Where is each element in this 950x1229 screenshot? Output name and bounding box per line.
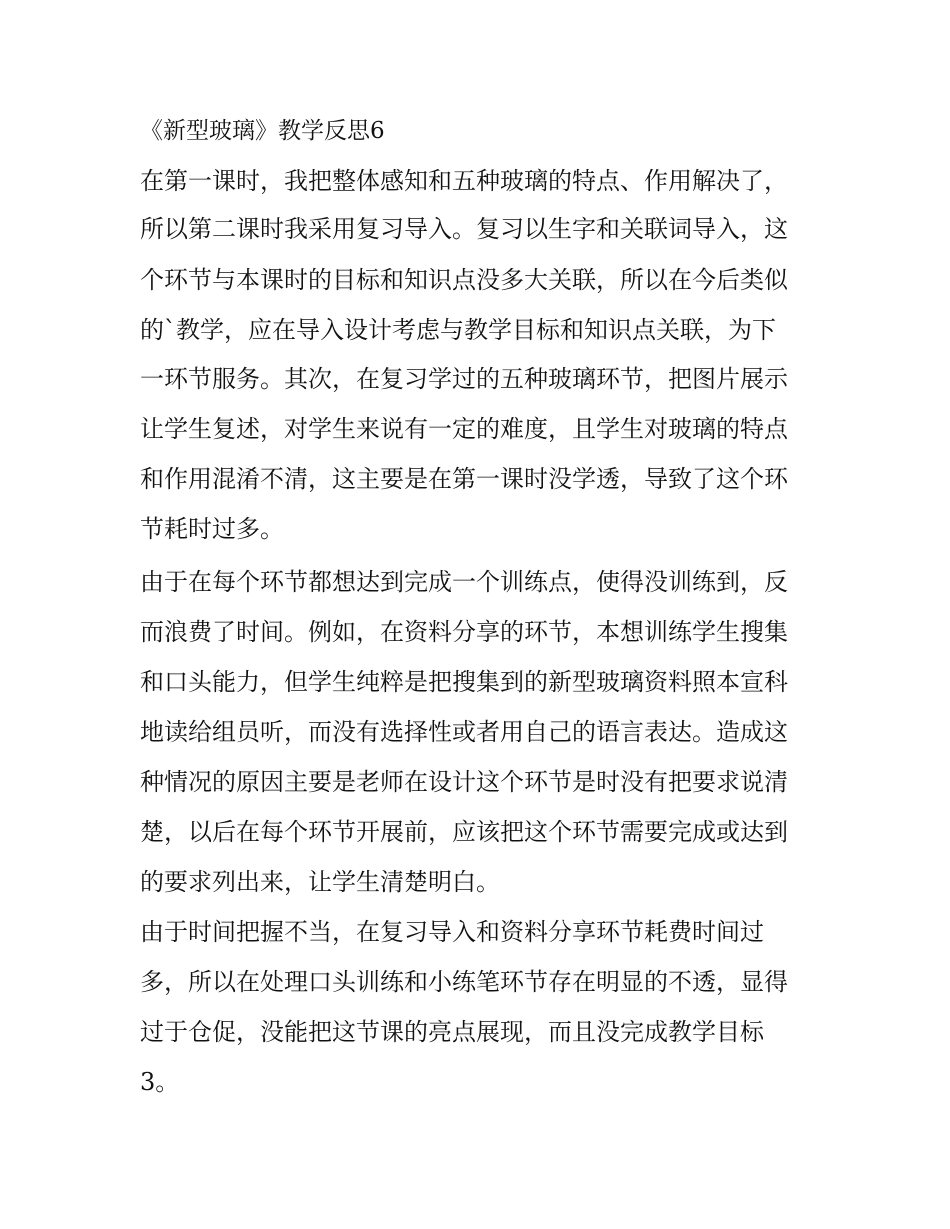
text-line: 由于时间把握不当，在复习导入和资料分享环节耗费时间过 (140, 918, 764, 946)
text-line: 和作用混淆不清，这主要是在第一课时没学透，导致了这个环 (140, 465, 788, 493)
text-line: 个环节与本课时的目标和知识点没多大关联，所以在今后类似 (140, 266, 788, 294)
text-line: 地读给组员听，而没有选择性或者用自己的语言表达。造成这 (140, 718, 788, 746)
text-line: 种情况的原因主要是老师在设计这个环节是时没有把要求说清 (140, 768, 788, 796)
text-line: 在第一课时，我把整体感知和五种玻璃的特点、作用解决了， (140, 167, 788, 195)
text-line: 多，所以在处理口头训练和小练笔环节存在明显的不透，显得 (140, 968, 788, 996)
text-line: 的要求列出来，让学生清楚明白。 (140, 868, 500, 896)
text-line: 的`教学，应在导入设计考虑与教学目标和知识点关联，为下 (140, 316, 776, 344)
text-line: 过于仓促，没能把这节课的亮点展现，而且没完成教学目标 (140, 1018, 764, 1046)
text-line: 和口头能力，但学生纯粹是把搜集到的新型玻璃资料照本宣科 (140, 668, 788, 696)
text-line: 楚，以后在每个环节开展前，应该把这个环节需要完成或达到 (140, 818, 788, 846)
text-line: 节耗时过多。 (140, 515, 284, 543)
text-line: 由于在每个环节都想达到完成一个训练点，使得没训练到，反 (140, 568, 788, 596)
text-line: 所以第二课时我采用复习导入。复习以生字和关联词导入，这 (140, 215, 788, 243)
text-line: 3。 (140, 1068, 180, 1096)
text-line: 一环节服务。其次，在复习学过的五种玻璃环节，把图片展示 (140, 365, 788, 393)
text-line: 而浪费了时间。例如，在资料分享的环节，本想训练学生搜集 (140, 618, 788, 646)
text-line: 让学生复述，对学生来说有一定的难度，且学生对玻璃的特点 (140, 415, 788, 443)
document-title: 《新型玻璃》教学反思6 (140, 118, 385, 144)
